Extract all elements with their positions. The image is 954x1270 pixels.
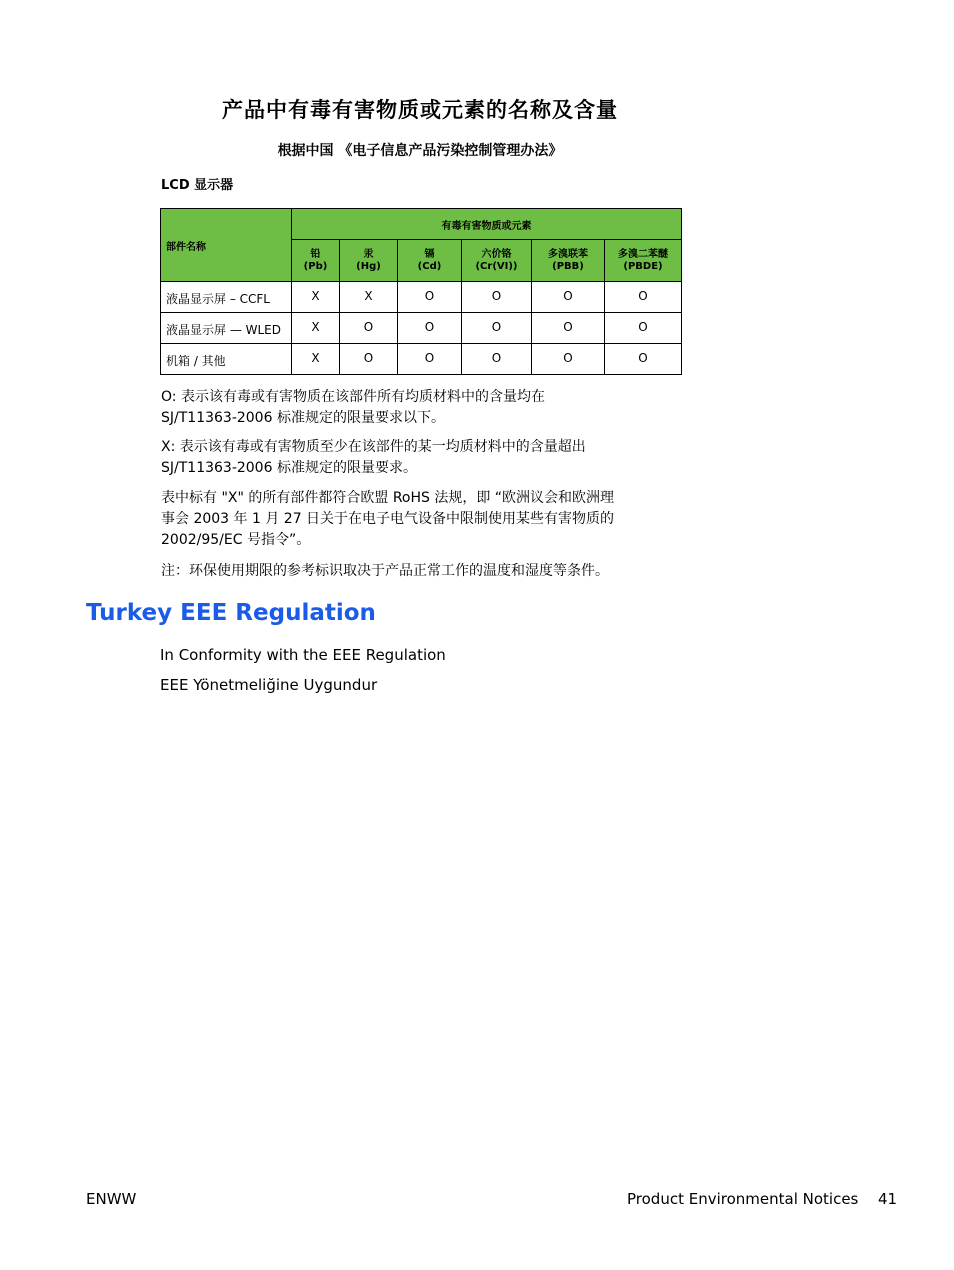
value-cell: O [462, 344, 532, 375]
substance-header: 汞 (Hg) [340, 240, 398, 282]
value-cell: X [292, 282, 340, 313]
part-name-cell: 机箱 / 其他 [161, 344, 292, 375]
value-cell: O [340, 313, 398, 344]
value-cell: O [398, 282, 462, 313]
value-cell: X [340, 282, 398, 313]
value-cell: O [462, 313, 532, 344]
value-cell: O [398, 344, 462, 375]
substance-header: 六价铬 (Cr(VI)) [462, 240, 532, 282]
page-title: 产品中有毒有害物质或元素的名称及含量 [222, 98, 618, 122]
value-cell: O [605, 313, 682, 344]
substance-header: 铅 (Pb) [292, 240, 340, 282]
part-name-header: 部件名称 [161, 209, 292, 282]
conformity-statement-en: In Conformity with the EEE Regulation [160, 646, 446, 664]
rohs-compliance-note: 表中标有 "X" 的所有部件都符合欧盟 RoHS 法规，即 “欧洲议会和欧洲理 事会 2003 年 1 月 27 日关于在电子电气设备中限制使用某些有害物质的 2002/95/EC 号指令”。 [161, 490, 615, 548]
value-cell: O [532, 344, 605, 375]
value-cell: X [292, 313, 340, 344]
substance-header: 多溴二苯醚 (PBDE) [605, 240, 682, 282]
x-symbol-note: X: 表示该有毒或有害物质至少在该部件的某一均质材料中的含量超出 SJ/T11363-2006 标准规定的限量要求。 [161, 439, 586, 476]
o-symbol-note: O: 表示该有毒或有害物质在该部件所有均质材料中的含量均在 SJ/T11363-2006 标准规定的限量要求以下。 [161, 389, 545, 426]
conformity-statement-tr: EEE Yönetmeliğine Uygundur [160, 676, 378, 694]
value-cell: O [605, 344, 682, 375]
substance-table [160, 208, 682, 375]
part-name-cell: 液晶显示屏 — WLED [161, 313, 292, 344]
value-cell: O [532, 282, 605, 313]
substance-group-header: 有毒有害物质或元素 [292, 209, 682, 240]
page-subtitle: 根据中国 《电子信息产品污染控制管理办法》 [277, 143, 563, 159]
page-number: 41 [878, 1190, 898, 1208]
table-row [161, 344, 682, 375]
substance-header: 多溴联苯 (PBB) [532, 240, 605, 282]
part-name-cell: 液晶显示屏 – CCFL [161, 282, 292, 313]
section-heading: Turkey EEE Regulation [86, 600, 376, 626]
footer-left-text: ENWW [86, 1190, 137, 1208]
usage-period-note: 注：环保使用期限的参考标识取决于产品正常工作的温度和湿度等条件。 [161, 563, 609, 579]
value-cell: O [462, 282, 532, 313]
table-row [161, 282, 682, 313]
value-cell: O [398, 313, 462, 344]
substance-header: 镉 (Cd) [398, 240, 462, 282]
value-cell: O [605, 282, 682, 313]
footer-section-title: Product Environmental Notices [627, 1190, 859, 1208]
lcd-label: LCD 显示器 [161, 178, 234, 193]
table-row [161, 313, 682, 344]
value-cell: O [532, 313, 605, 344]
value-cell: X [292, 344, 340, 375]
value-cell: O [340, 344, 398, 375]
